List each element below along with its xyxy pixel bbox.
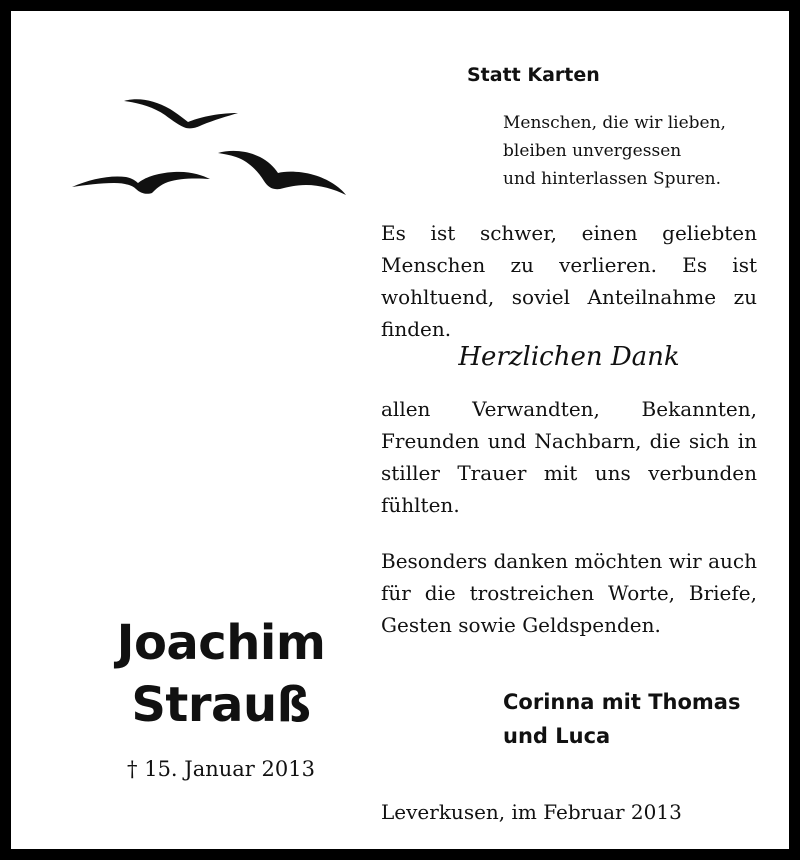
poem-line: und hinterlassen Spuren. [503,169,721,189]
deceased-first-name: Joachim [116,615,326,671]
paragraph-loss: Es ist schwer, einen geliebten Menschen zu verlieren. Es ist wohltuend, soviel Anteilnahme zu finden. [381,221,757,341]
signature-line: Corinna mit Thomas [503,690,741,714]
paragraph-special-thanks: Besonders danken möchten wir auch für die trostreichen Worte, Briefe, Gesten sowie Geldspenden. [381,549,757,637]
paragraph-thanks-all: allen Verwandten, Bekannten, Freunden und Nachbarn, die sich in stiller Trauer mit uns verbunden fühlten. [381,397,757,517]
statt-karten-heading: Statt Karten [467,64,600,86]
place-date: Leverkusen, im Februar 2013 [381,800,682,824]
deceased-last-name: Strauß [131,677,311,733]
poem-line: bleiben unvergessen [503,141,682,161]
flying-birds-icon [66,89,356,204]
poem [503,109,753,193]
poem-line: Menschen, die wir lieben, [503,113,726,133]
signature-line: und Luca [503,724,611,748]
thanks-heading: Herzlichen Dank [458,342,680,372]
death-date: † 15. Januar 2013 [127,757,315,781]
signature [503,685,763,753]
